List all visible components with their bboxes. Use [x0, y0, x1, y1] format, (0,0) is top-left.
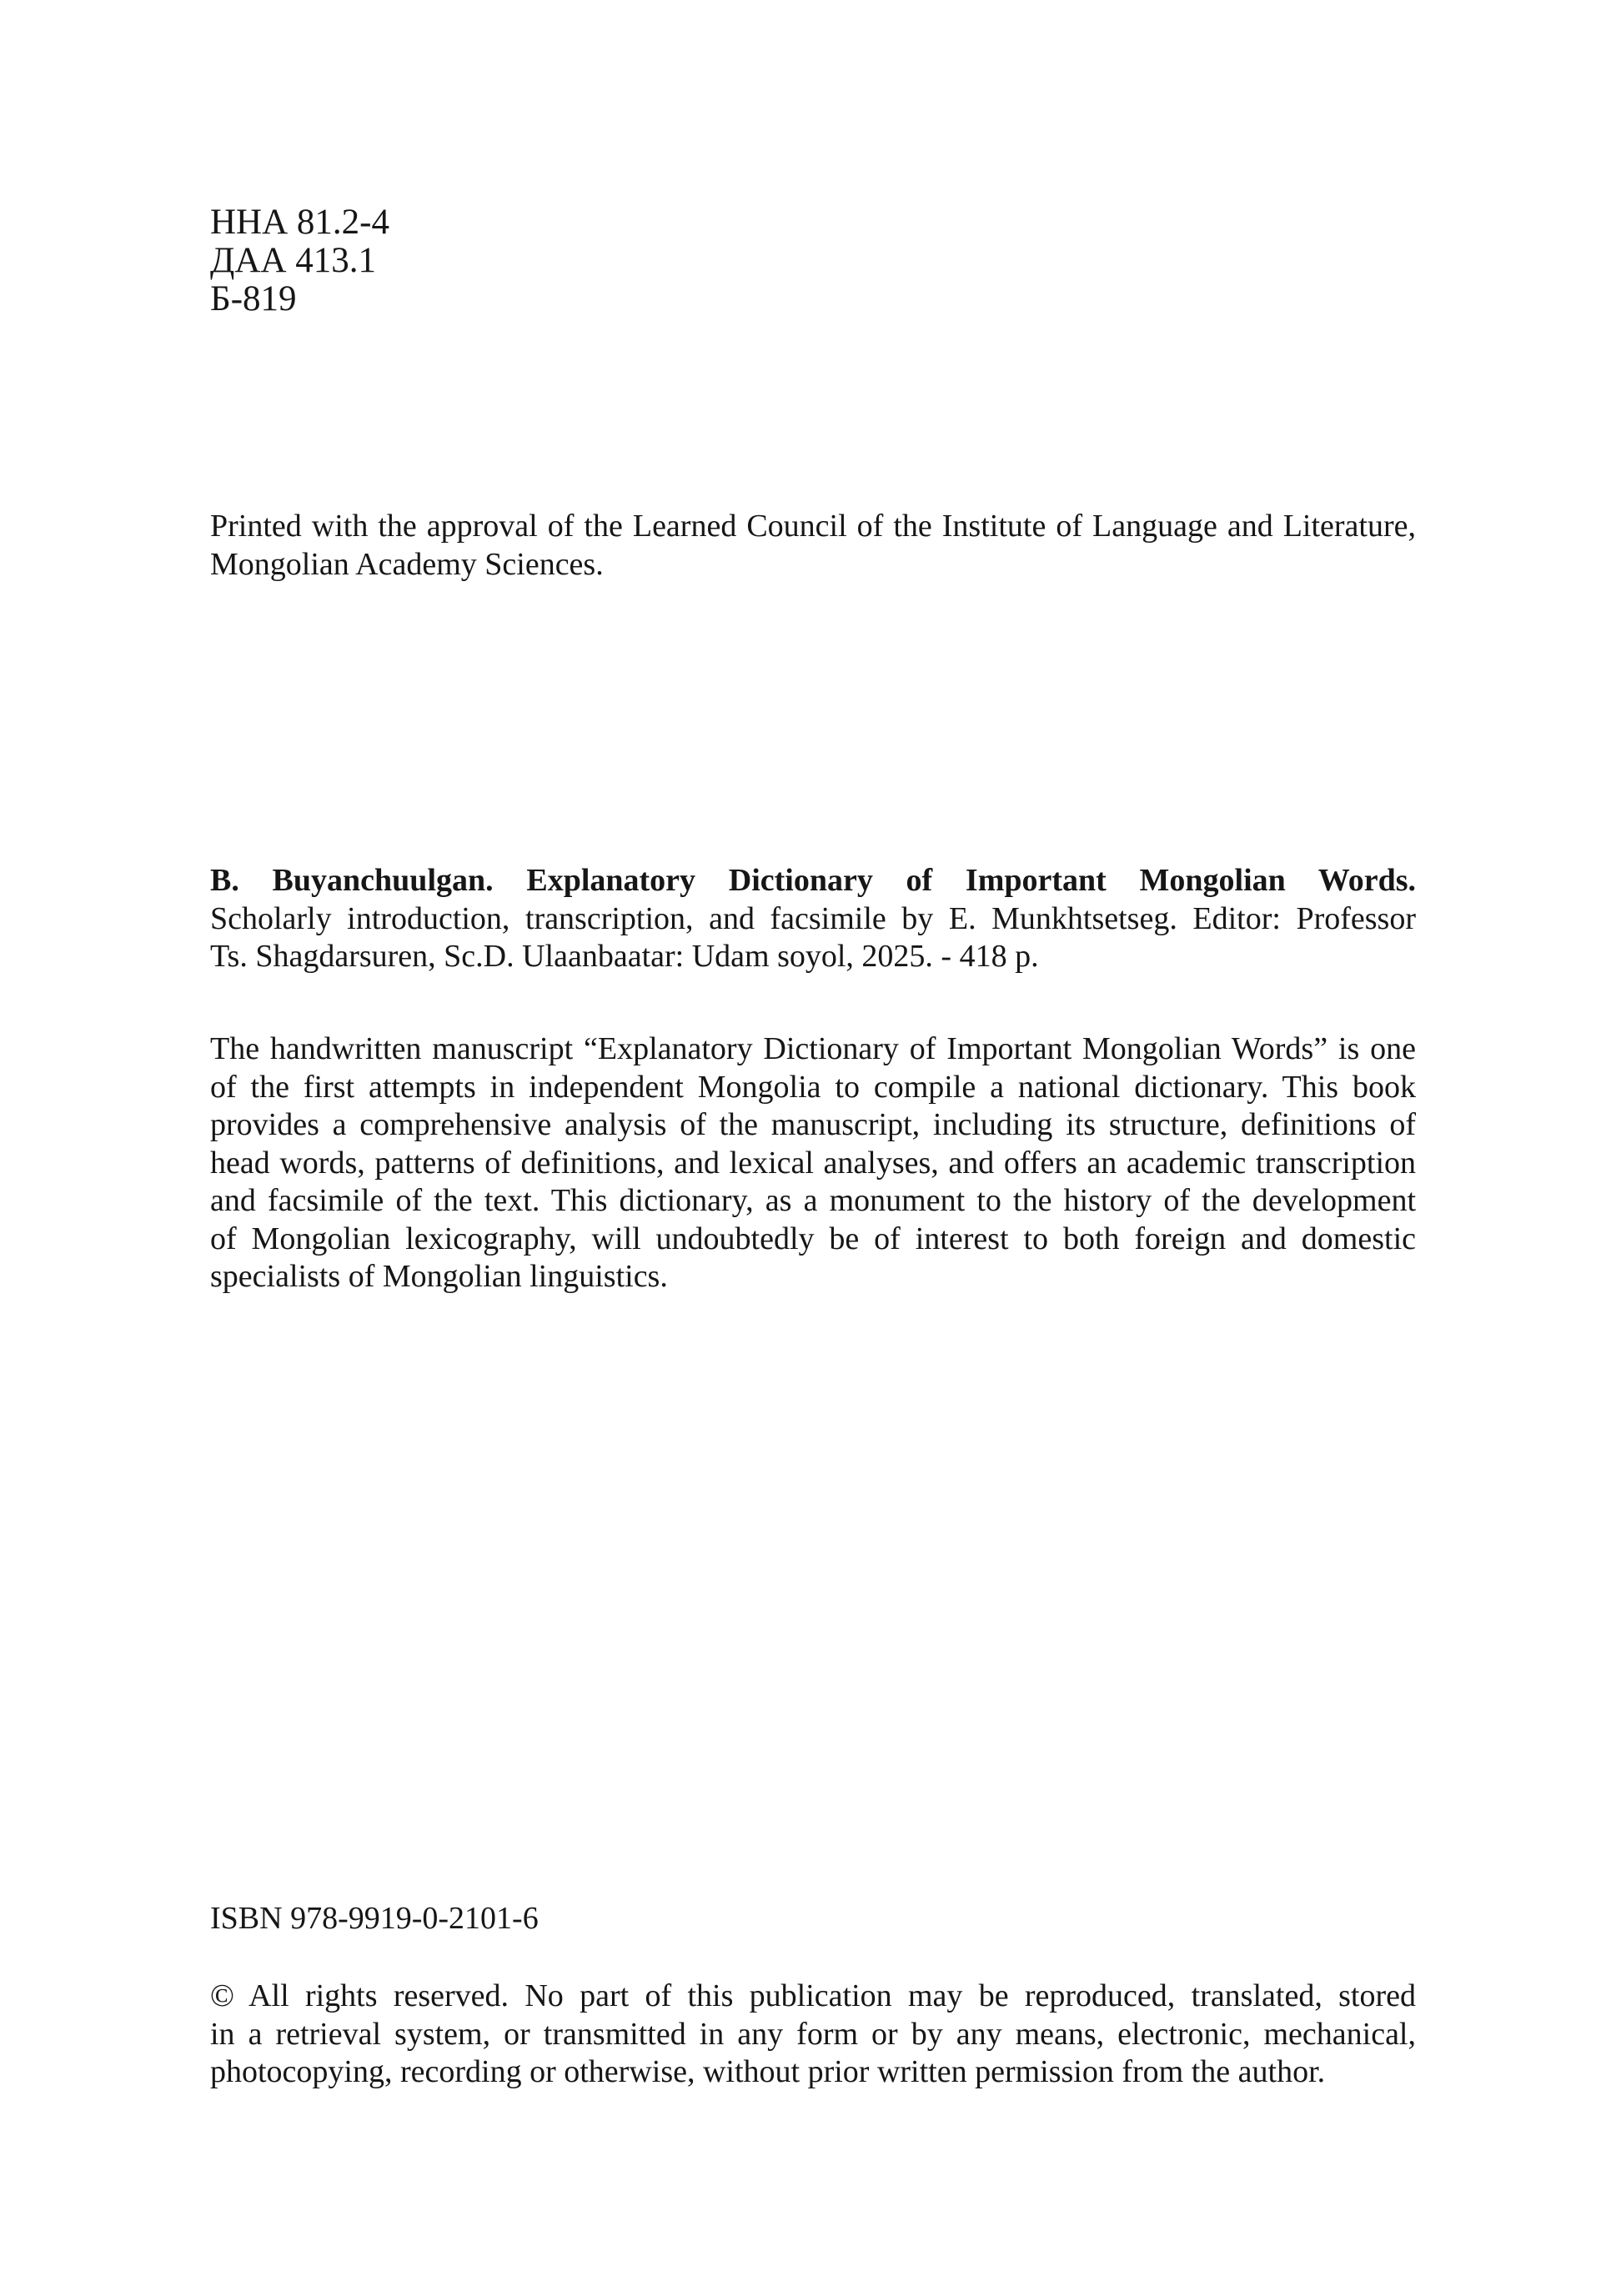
text-line: Printed with the approval of the Learned Council of the Institute of Language and Literature, [210, 509, 1416, 544]
text-line: ISBN 978-9919-0-2101-6 [210, 1901, 539, 1936]
text-line: of the first attempts in independent Mongolia to compile a national dictionary. This book [210, 1069, 1416, 1105]
bibliographic-citation [210, 862, 1416, 976]
call-number-line: ДАА 413.1 [210, 241, 376, 280]
text-line: provides a comprehensive analysis of the manuscript, including its structure, definitions of [210, 1107, 1416, 1142]
isbn-line [210, 1900, 1416, 1938]
text-line: specialists of Mongolian linguistics. [210, 1259, 668, 1294]
abstract-paragraph [210, 1030, 1416, 1296]
call-number-line: ННА 81.2-4 [210, 203, 389, 242]
text-line: of Mongolian lexicography, will undoubtedly be of interest to both foreign and domestic [210, 1221, 1416, 1256]
text-line: Ts. Shagdarsuren, Sc.D. Ulaanbaatar: Udam soyol, 2025. - 418 p. [210, 939, 1039, 974]
call-number-line: Б-819 [210, 279, 297, 318]
call-numbers-block [210, 203, 1416, 318]
citation-title-line: B. Buyanchuulgan. Explanatory Dictionary of Important Mongolian Words. [210, 863, 1416, 898]
approval-note [210, 508, 1416, 584]
text-line: head words, patterns of definitions, and lexical analyses, and offers an academic transcription [210, 1145, 1416, 1181]
text-line: in a retrieval system, or transmitted in any form or by any means, electronic, mechanical, [210, 2016, 1416, 2052]
text-line: and facsimile of the text. This dictionary, as a monument to the history of the development [210, 1183, 1416, 1218]
text-line: © All rights reserved. No part of this publication may be reproduced, translated, stored [210, 1978, 1416, 2013]
copyright-notice [210, 1978, 1416, 2092]
text-line: The handwritten manuscript “Explanatory Dictionary of Important Mongolian Words” is one [210, 1031, 1416, 1066]
text-line: Scholarly introduction, transcription, and facsimile by E. Munkhtsetseg. Editor: Professor [210, 900, 1416, 936]
text-line: Mongolian Academy Sciences. [210, 546, 604, 582]
text-line: photocopying, recording or otherwise, without prior written permission from the author. [210, 2054, 1326, 2089]
